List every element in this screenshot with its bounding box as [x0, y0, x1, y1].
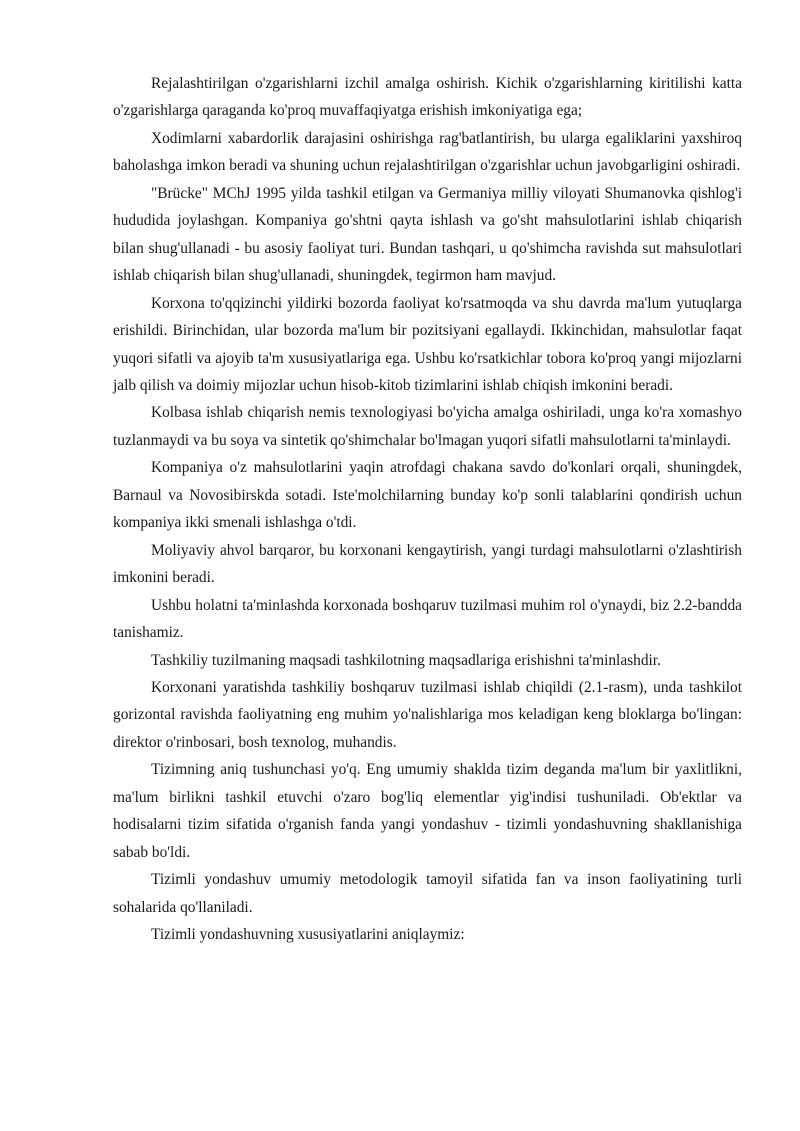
paragraph-5: Kolbasa ishlab chiqarish nemis texnologiyasi bo'yicha amalga oshiriladi, unga ko'ra xomashyo tuzlanmaydi va bu soya va sintetik qo'shimchalar bo'lmagan yuqori sifatli mahsulotlarni ta'minlaydi. — [113, 404, 742, 449]
paragraph-8: Ushbu holatni ta'minlashda korxonada boshqaruv tuzilmasi muhim rol o'ynaydi, biz 2.2-bandda tanishamiz. — [113, 596, 742, 642]
paragraph-3: "Brücke" MChJ 1995 yilda tashkil etilgan va Germaniya milliy viloyati Shumanovka qishlog'i hududida joylashgan. Kompaniya go'shtni qayta ishlash va go'sht mahsulotlarini ishlab chiqarish bilan shug'ullanadi - bu asosiy faoliyat turi. Bundan tashqari, u qo'shimcha ravishda sut mahsulotlari ishlab chiqarish bilan shug'ullanadi, shuningdek, tegirmon ham mavjud. — [113, 184, 742, 285]
paragraph-12: Tizimli yondashuv umumiy metodologik tamoyil sifatida fan va inson faoliyatining turli sohalarida qo'llaniladi. — [113, 871, 742, 916]
paragraph-11: Tizimning aniq tushunchasi yo'q. Eng umumiy shaklda tizim deganda ma'lum bir yaxlitlikni, ma'lum birlikni tashkil etuvchi o'zaro bog'liq elementlar yig'indisi tushuniladi. Ob'ektlar va hodisalarni tizim sifatida o'rganish fanda yangi yondashuv - tizimli yondashuvning shakllanishiga sabab bo'ldi. — [113, 761, 742, 861]
paragraph-6: Kompaniya o'z mahsulotlarini yaqin atrofdagi chakana savdo do'konlari orqali, shuningdek, Barnaul va Novosibirskda sotadi. Iste'molchilarning bunday ko'p sonli talablarini qondirish uchun kompaniya ikki smenali ishlashga o'tdi. — [113, 459, 742, 532]
paragraph-4: Korxona to'qqizinchi yildirki bozorda faoliyat ko'rsatmoqda va shu davrda ma'lum yutuqlarga erishildi. Birinchidan, ular bozorda ma'lum bir pozitsiyani egallaydi. Ikkinchidan, mahsulotlar faqat yuqori sifatli va ajoyib ta'm xususiyatlariga ega. Ushbu ko'rsatkichlar tobora ko'proq yangi mijozlarni jalb qilish va doimiy mijozlar uchun hisob-kitob tizimlarini ishlab chiqish imkonini beradi. — [113, 294, 742, 394]
paragraph-13: Tizimli yondashuvning xususiyatlarini aniqlaymiz: — [151, 926, 465, 944]
paragraph-2: Xodimlarni xabardorlik darajasini oshirishga rag'batlantirish, bu ularga egaliklarini yaxshiroq baholashga imkon beradi va shuning uchun rejalashtirilgan o'zgarishlar uchun javobgarligini oshiradi. — [113, 129, 742, 175]
paragraph-9: Tashkiliy tuzilmaning maqsadi tashkilotning maqsadlariga erishishni ta'minlashdir. — [151, 651, 661, 669]
paragraph-7: Moliyaviy ahvol barqaror, bu korxonani kengaytirish, yangi turdagi mahsulotlarni o'zlashtirish imkonini beradi. — [113, 541, 742, 587]
document-page — [113, 70, 742, 949]
paragraph-1: Rejalashtirilgan o'zgarishlarni izchil amalga oshirish. Kichik o'zgarishlarning kiritilishi katta o'zgarishlarga qaraganda ko'proq muvaffaqiyatga erishish imkoniyatiga ega; — [113, 75, 742, 120]
paragraph-10: Korxonani yaratishda tashkiliy boshqaruv tuzilmasi ishlab chiqildi (2.1-rasm), unda tashkilot gorizontal ravishda faoliyatning eng muhim yo'nalishlariga mos keladigan keng bloklarga bo'lingan: direktor o'rinbosari, bosh texnolog, muhandis. — [113, 678, 742, 751]
